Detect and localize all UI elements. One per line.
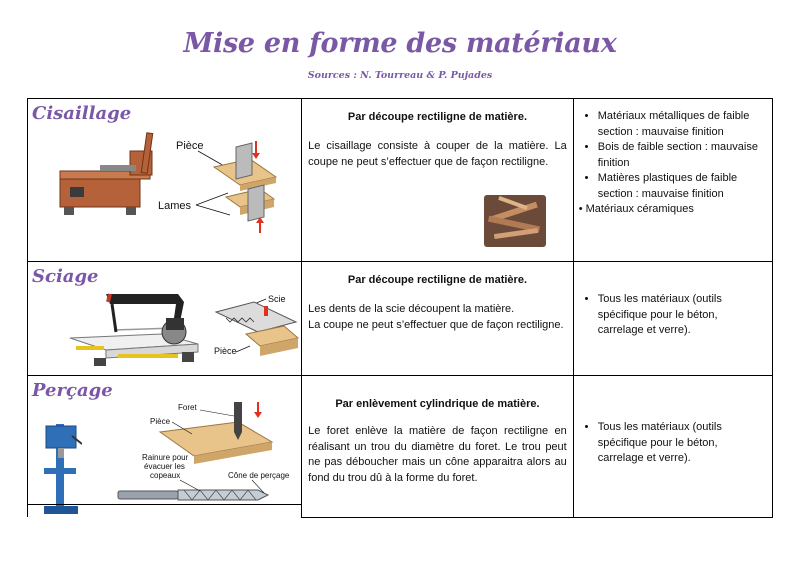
figure-cell-percage	[28, 376, 302, 518]
heading-percage: Par enlèvement cylindrique de matière.	[335, 398, 540, 410]
table-bottom-rule	[27, 504, 302, 505]
description-percage: Le foret enlève la matière de façon rectiligne en réalisant un trou du diamètre du foret. Le trou peut ne pas déboucher mais un cône apparaitra alors au fond du trou dû à la forme du foret.	[308, 425, 567, 484]
materials-list-sciage	[574, 292, 772, 339]
label-foret: Foret	[178, 403, 197, 412]
process-name-percage: Perçage	[32, 380, 113, 401]
drill-schematic	[88, 398, 300, 516]
drill-press-image	[38, 420, 82, 516]
materials-cell-cisaillage	[573, 99, 772, 262]
table-row-percage	[28, 376, 773, 518]
label-rainure: Rainure pour	[142, 453, 189, 462]
materials-list-cisaillage	[574, 109, 772, 202]
label-rainure-line3: copeaux	[150, 471, 181, 480]
materials-cell-sciage	[573, 262, 772, 376]
figure-cell-sciage	[28, 262, 302, 376]
list-item: • Bois de faible section : mauvaise finition	[598, 140, 766, 171]
label-piece-sciage: Pièce	[214, 346, 237, 356]
label-cone: Cône de perçage	[228, 471, 290, 480]
saw-bench-image	[66, 288, 202, 372]
page-title: Mise en forme des matériaux	[183, 28, 617, 59]
materials-cell-percage	[573, 376, 772, 518]
saw-schematic	[206, 292, 302, 368]
list-item: • Tous les matériaux (outils spécifique pour le béton, carrelage et verre).	[598, 420, 766, 467]
label-piece-cisaillage: Pièce	[176, 140, 204, 152]
label-lames: Lames	[158, 200, 192, 212]
description-cell-cisaillage	[302, 99, 574, 262]
label-piece-percage: Pièce	[150, 417, 171, 426]
materials-list-percage	[574, 420, 772, 467]
heading-sciage: Par découpe rectiligne de matière.	[347, 274, 527, 286]
table-row-sciage	[28, 262, 773, 376]
process-name-cisaillage: Cisaillage	[32, 103, 132, 124]
table-row-cisaillage	[28, 99, 773, 262]
page-subtitle: Sources : N. Tourreau & P. Pujades	[307, 70, 493, 81]
list-item: • Matériaux métalliques de faible section : mauvaise finition	[598, 109, 766, 140]
figure-cell-cisaillage	[28, 99, 302, 262]
description-cisaillage: Le cisaillage consiste à couper de la matière. La coupe ne peut s’effectuer que de façon rectiligne.	[308, 140, 567, 168]
process-table	[27, 98, 773, 518]
shear-machine-image	[56, 131, 168, 217]
description-cell-percage	[302, 376, 574, 518]
shear-schematic	[156, 137, 296, 237]
list-item: • Tous les matériaux (outils spécifique pour le béton, carrelage et verre).	[598, 292, 766, 339]
heading-cisaillage: Par découpe rectiligne de matière.	[347, 111, 527, 123]
description-cell-sciage	[302, 262, 574, 376]
description-sciage: Les dents de la scie découpent la matière. La coupe ne peut s’effectuer que de façon rectiligne.	[308, 303, 564, 331]
list-item: • Matières plastiques de faible section : mauvaise finition	[598, 171, 766, 202]
label-rainure-line2: évacuer les	[144, 462, 185, 471]
label-scie: Scie	[268, 294, 286, 304]
process-name-sciage: Sciage	[32, 266, 99, 287]
list-item: • Matériaux céramiques	[578, 203, 694, 215]
wood-pieces-photo	[484, 195, 546, 247]
